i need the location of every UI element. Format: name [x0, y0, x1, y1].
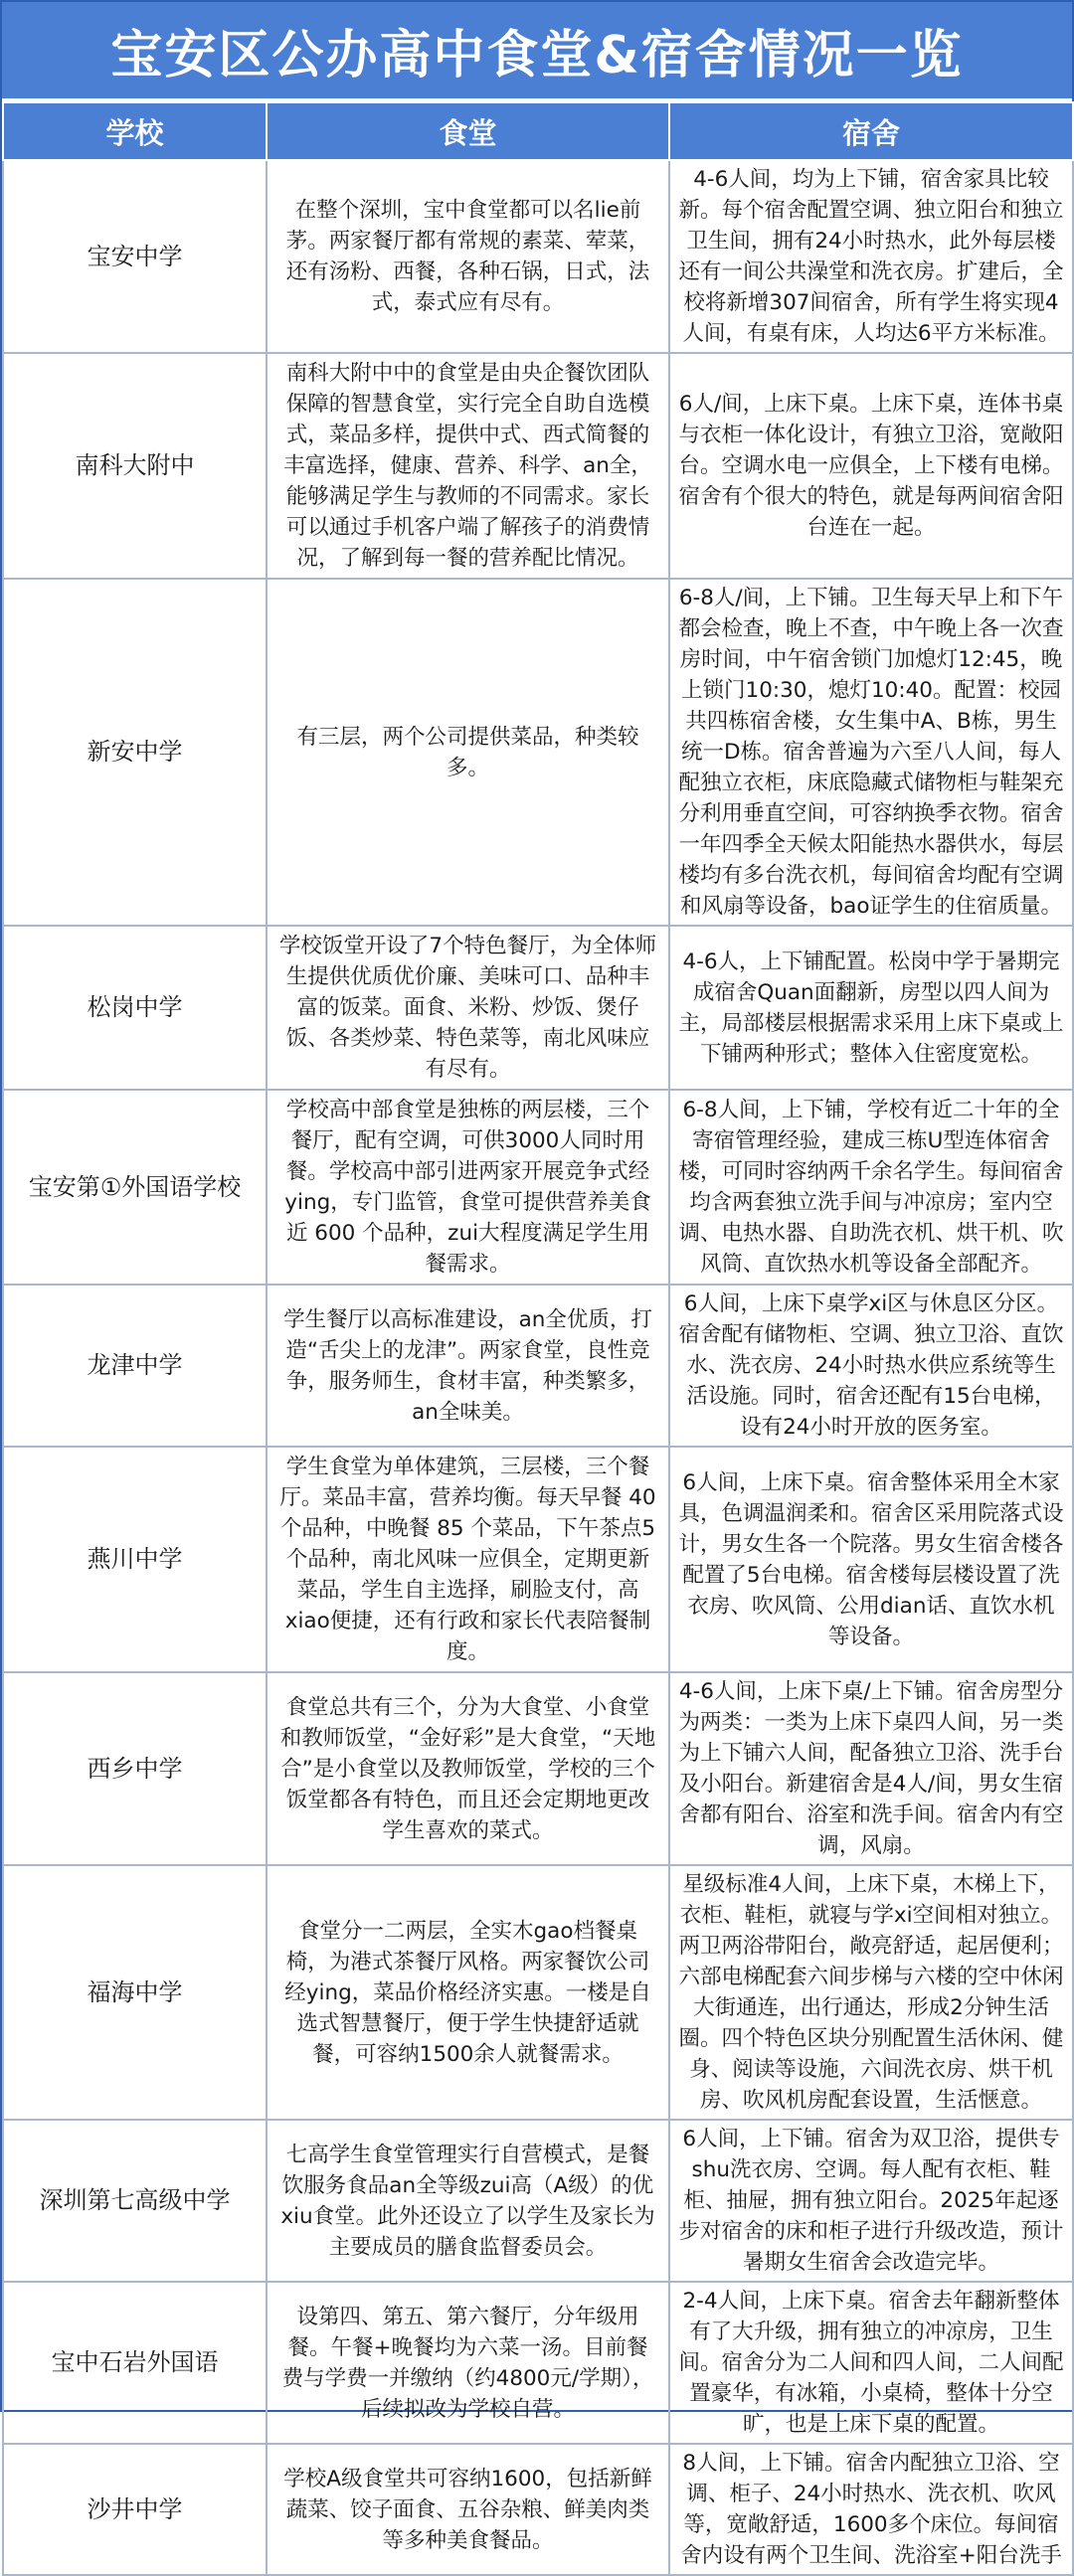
school-name: 松岗中学 [3, 926, 267, 1090]
canteen-info: 在整个深圳，宝中食堂都可以名lie前茅。两家餐厅都有常规的素菜、荤菜，还有汤粉、西餐，各种石锅，日式，法式，泰式应有尽有。 [267, 160, 669, 353]
canteen-info: 学校高中部食堂是独栋的两层楼，三个餐厅，配有空调，可供3000人同时用餐。学校高中部引进两家开展竞争式经ying，专门监管，食堂可提供营养美食近 600 个品种，zui大程度满足学生用餐需求。 [267, 1090, 669, 1285]
table-row [3, 2282, 1073, 2444]
school-name: 宝中石岩外国语 [3, 2282, 267, 2444]
table-row [3, 579, 1073, 926]
table-row [3, 1447, 1073, 1672]
school-name: 宝安第①外国语学校 [3, 1090, 267, 1285]
page-title: 宝安区公办高中食堂&宿舍情况一览 [2, 2, 1072, 101]
table-row [3, 2120, 1073, 2282]
school-name: 南科大附中 [3, 353, 267, 579]
dorm-info: 6人/间，上床下桌。上床下桌，连体书桌与衣柜一体化设计，有独立卫浴，宽敞阳台。空调水电一应俱全，上下楼有电梯。宿舍有个很大的特色，就是每两间宿舍阳台连在一起。 [669, 353, 1073, 579]
table-row [3, 926, 1073, 1090]
header-row [3, 102, 1073, 160]
table-row [3, 1285, 1073, 1447]
table-row [3, 1672, 1073, 1865]
canteen-info: 南科大附中中的食堂是由央企餐饮团队保障的智慧食堂，实行完全自助自选模式，菜品多样，提供中式、西式简餐的丰富选择，健康、营养、科学、an全，能够满足学生与教师的不同需求。家长可以通过手机客户端了解孩子的消费情况，了解到每一餐的营养配比情况。 [267, 353, 669, 579]
dorm-info: 6人间，上床下桌。宿舍整体采用全木家具，色调温润柔和。宿舍区采用院落式设计，男女生各一个院落。男女生宿舍楼各配置了5台电梯。宿舍楼每层楼设置了洗衣房、吹风筒、公用dian话、直饮水机等设备。 [669, 1447, 1073, 1672]
table-row [3, 1865, 1073, 2120]
canteen-info: 学校A级食堂共可容纳1600，包括新鲜蔬菜、饺子面食、五谷杂粮、鲜美肉类等多种美食餐品。 [267, 2444, 669, 2575]
school-name: 宝安中学 [3, 160, 267, 353]
dorm-info: 8人间，上下铺。宿舍内配独立卫浴、空调、柜子、24小时热水、洗衣机、吹风等，宽敞舒适，1600多个床位。每间宿舍内设有两个卫生间、洗浴室+阳台洗手 [669, 2444, 1073, 2575]
school-name: 新安中学 [3, 579, 267, 926]
canteen-info: 食堂总共有三个，分为大食堂、小食堂和教师饭堂，“金好彩”是大食堂，“天地合”是小食堂以及教师饭堂，学校的三个饭堂都各有特色，而且还会定期地更改学生喜欢的菜式。 [267, 1672, 669, 1865]
dorm-info: 6人间，上床下桌学xi区与休息区分区。宿舍配有储物柜、空调、独立卫浴、直饮水、洗衣房、24小时热水供应系统等生活设施。同时，宿舍还配有15台电梯，设有24小时开放的医务室。 [669, 1285, 1073, 1447]
canteen-info: 设第四、第五、第六餐厅，分年级用餐。午餐+晚餐均为六菜一汤。目前餐费与学费一并缴纳（约4800元/学期），后续拟改为学校自营。 [267, 2282, 669, 2444]
header-school: 学校 [3, 102, 267, 160]
dorm-info: 4-6人间，均为上下铺，宿舍家具比较新。每个宿舍配置空调、独立阳台和独立卫生间，拥有24小时热水，此外每层楼还有一间公共澡堂和洗衣房。扩建后，全校将新增307间宿舍，所有学生将实现4人间，有桌有床，人均达6平方米标准。 [669, 160, 1073, 353]
canteen-info: 七高学生食堂管理实行自营模式，是餐饮服务食品an全等级zui高（A级）的优xiu食堂。此外还设立了以学生及家长为主要成员的膳食监督委员会。 [267, 2120, 669, 2282]
table-row [3, 2444, 1073, 2575]
school-name: 西乡中学 [3, 1672, 267, 1865]
dorm-info: 6-8人/间，上下铺。卫生每天早上和下午都会检查，晚上不查，中午晚上各一次查房时间，中午宿舍锁门加熄灯12:45，晚上锁门10:30，熄灯10:40。配置：校园共四栋宿舍楼，女生集中A、B栋，男生统一D栋。宿舍普遍为六至八人间，每人配独立衣柜，床底隐藏式储物柜与鞋架充分利用垂直空间，可容纳换季衣物。宿舍一年四季全天候太阳能热水器供水，每层楼均有多台洗衣机，每间宿舍均配有空调和风扇等设备，bao证学生的住宿质量。 [669, 579, 1073, 926]
info-table [2, 101, 1074, 2576]
school-name: 福海中学 [3, 1865, 267, 2120]
dorm-info: 星级标准4人间，上床下桌，木梯上下，衣柜、鞋柜，就寝与学xi空间相对独立。两卫两浴带阳台，敞亮舒适，起居便利；六部电梯配套六间步梯与六楼的空中休闲大街通连，出行通达，形成2分钟生活圈。四个特色区块分别配置生活休闲、健身、阅读等设施，六间洗衣房、烘干机房、吹风机房配套设置，生活惬意。 [669, 1865, 1073, 2120]
table-row [3, 353, 1073, 579]
canteen-info: 学生餐厅以高标准建设，an全优质，打造“舌尖上的龙津”。两家食堂，良性竞争，服务师生，食材丰富，种类繁多，an全味美。 [267, 1285, 669, 1447]
dorm-info: 6-8人间，上下铺，学校有近二十年的全寄宿管理经验，建成三栋U型连体宿舍楼，可同时容纳两千余名学生。每间宿舍均含两套独立洗手间与冲凉房；室内空调、电热水器、自助洗衣机、烘干机、吹风筒、直饮热水机等设备全部配齐。 [669, 1090, 1073, 1285]
canteen-info: 食堂分一二两层，全实木gao档餐桌椅，为港式茶餐厅风格。两家餐饮公司经ying，菜品价格经济实惠。一楼是自选式智慧餐厅，便于学生快捷舒适就餐，可容纳1500余人就餐需求。 [267, 1865, 669, 2120]
dorm-info: 2-4人间，上床下桌。宿舍去年翻新整体有了大升级，拥有独立的冲凉房，卫生间。宿舍分为二人间和四人间，二人间配置豪华，有冰箱，小桌椅，整体十分空旷，也是上床下桌的配置。 [669, 2282, 1073, 2444]
dorm-info: 6人间，上下铺。宿舍为双卫浴，提供专shu洗衣房、空调。每人配有衣柜、鞋柜、抽屉，拥有独立阳台。2025年起逐步对宿舍的床和柜子进行升级改造，预计暑期女生宿舍会改造完毕。 [669, 2120, 1073, 2282]
school-name: 龙津中学 [3, 1285, 267, 1447]
school-name: 沙井中学 [3, 2444, 267, 2575]
table-row [3, 160, 1073, 353]
canteen-info: 有三层，两个公司提供菜品，种类较多。 [267, 579, 669, 926]
table-row [3, 1090, 1073, 1285]
header-canteen: 食堂 [267, 102, 669, 160]
school-name: 深圳第七高级中学 [3, 2120, 267, 2282]
dorm-info: 4-6人，上下铺配置。松岗中学于暑期完成宿舍Quan面翻新，房型以四人间为主，局部楼层根据需求采用上床下桌或上下铺两种形式；整体入住密度宽松。 [669, 926, 1073, 1090]
canteen-info: 学生食堂为单体建筑，三层楼，三个餐厅。菜品丰富，营养均衡。每天早餐 40 个品种，中晚餐 85 个菜品，下午茶点5 个品种，南北风味一应俱全，定期更新菜品，学生自主选择，刷脸支付，高xiao便捷，还有行政和家长代表陪餐制度。 [267, 1447, 669, 1672]
canteen-info: 学校饭堂开设了7个特色餐厅，为全体师生提供优质优价廉、美味可口、品种丰富的饭菜。面食、米粉、炒饭、煲仔饭、各类炒菜、特色菜等，南北风味应有尽有。 [267, 926, 669, 1090]
header-dorm: 宿舍 [669, 102, 1073, 160]
school-name: 燕川中学 [3, 1447, 267, 1672]
dorm-info: 4-6人间，上床下桌/上下铺。宿舍房型分为两类：一类为上床下桌四人间，另一类为上下铺六人间，配备独立卫浴、洗手台及小阳台。新建宿舍是4人/间，男女生宿舍都有阳台、浴室和洗手间。宿舍内有空调，风扇。 [669, 1672, 1073, 1865]
